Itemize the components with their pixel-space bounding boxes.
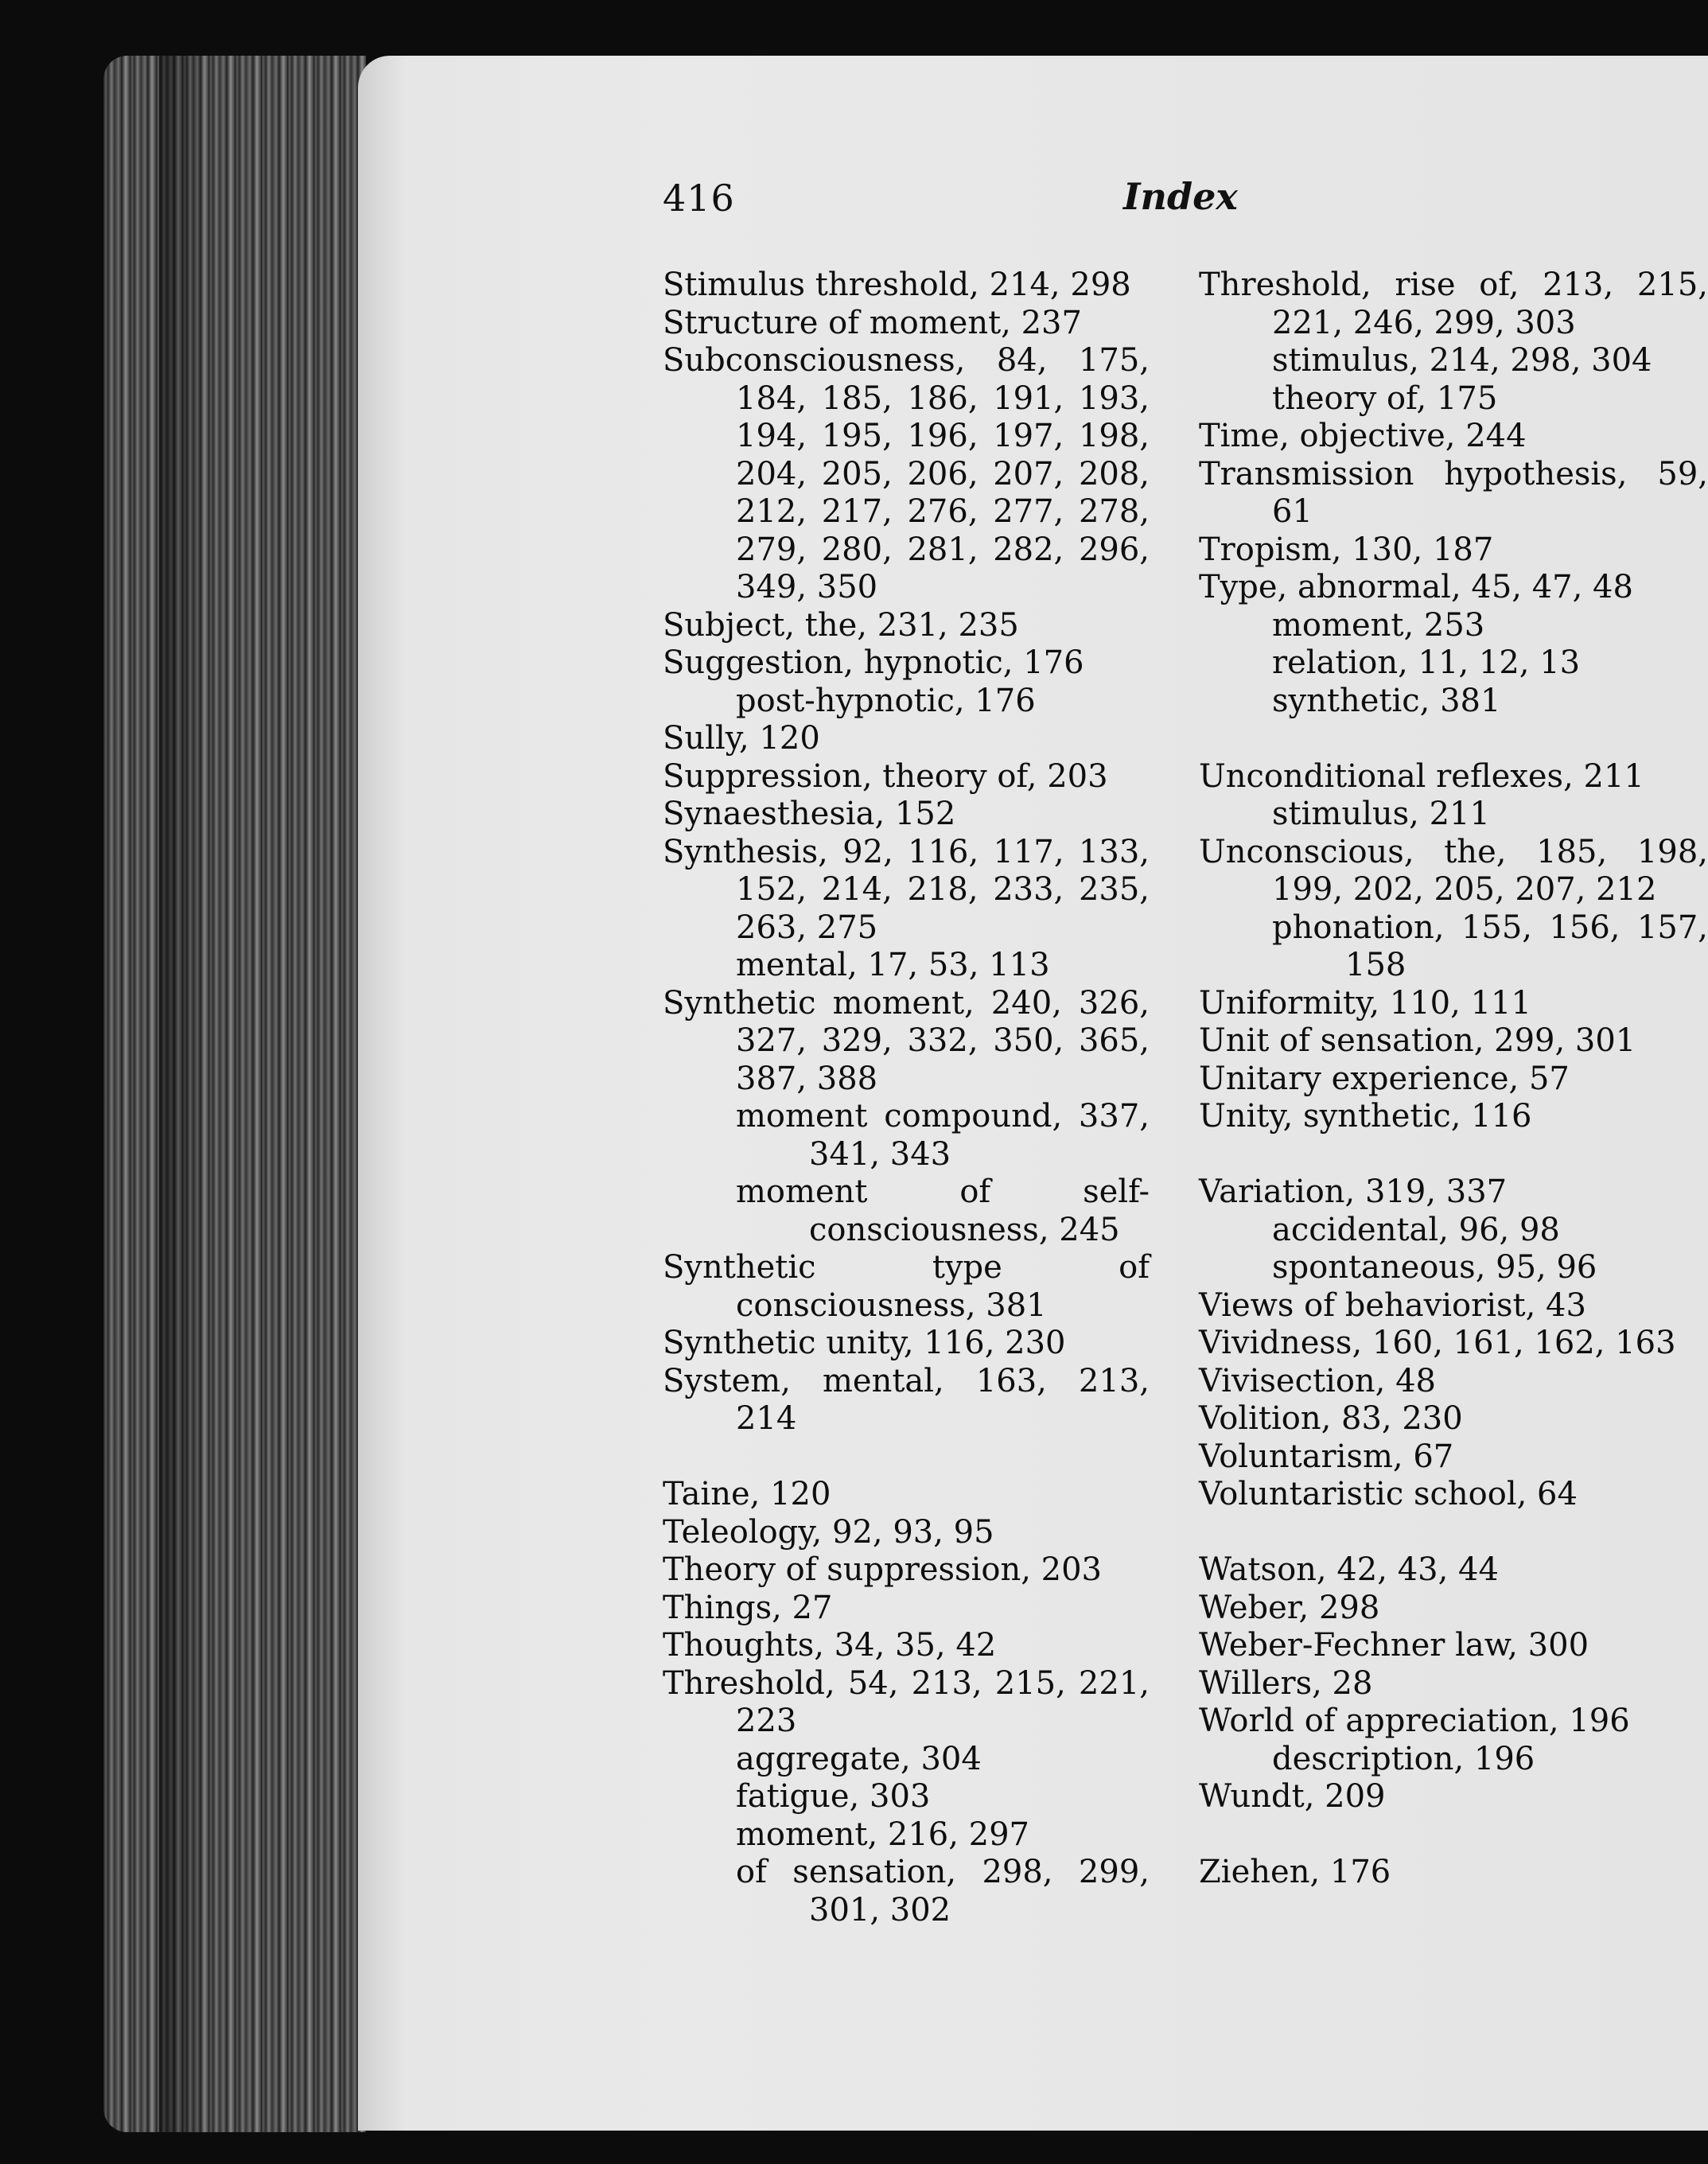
index-entry: Synthesis, 92, 116, 117, 133, 152, 214, 218, 233, 235, 263, 275 bbox=[663, 833, 1150, 946]
index-subentry: aggregate, 304 bbox=[736, 1740, 982, 1777]
index-entry: Synthetic type of consciousness, 381 bbox=[663, 1249, 1150, 1324]
section-gap bbox=[1199, 720, 1708, 758]
index-entry: Volition, 83, 230 bbox=[1199, 1400, 1463, 1437]
index-entry: Subconsciousness, 84, 175, 184, 185, 186, 191, 193, 194, 195, 196, 197, 198, 204, 205, 206, 207, 208, 212, 217, 276, 277, 278, 279, 280, 281, 282, 296, 349, 350 bbox=[663, 342, 1150, 605]
index-subentry: theory of, 175 bbox=[1272, 379, 1498, 417]
index-entry: Threshold, 54, 213, 215, 221, 223 bbox=[663, 1664, 1150, 1739]
index-entry: Thoughts, 34, 35, 42 bbox=[663, 1627, 997, 1664]
index-subentry: spontaneous, 95, 96 bbox=[1272, 1249, 1597, 1286]
index-entry: Voluntarism, 67 bbox=[1199, 1438, 1454, 1475]
index-entry: Unity, synthetic, 116 bbox=[1199, 1098, 1532, 1135]
index-entry: Sully, 120 bbox=[663, 720, 820, 757]
index-entry: Unconscious, the, 185, 198, 199, 202, 205, 207, 212 bbox=[1199, 833, 1708, 908]
index-entry: Synaesthesia, 152 bbox=[663, 796, 956, 832]
index-subentry: moment, 253 bbox=[1272, 606, 1485, 644]
index-column-right bbox=[1199, 267, 1708, 1892]
index-entry: Uniformity, 110, 111 bbox=[1199, 984, 1531, 1022]
index-entry: Vividness, 160, 161, 162, 163 bbox=[1199, 1325, 1676, 1361]
index-entry: Threshold, rise of, 213, 215, 221, 246, 299, 303 bbox=[1199, 267, 1708, 341]
index-entry: Synthetic unity, 116, 230 bbox=[663, 1325, 1066, 1361]
index-entry: Transmission hypothesis, 59, 61 bbox=[1199, 455, 1708, 530]
section-gap bbox=[1199, 1136, 1708, 1174]
index-entry: Taine, 120 bbox=[663, 1476, 831, 1512]
index-entry: Theory of suppression, 203 bbox=[663, 1551, 1102, 1588]
index-entry: Unit of sensation, 299, 301 bbox=[1199, 1022, 1636, 1059]
index-subentry: description, 196 bbox=[1272, 1740, 1535, 1777]
index-entry: Variation, 319, 337 bbox=[1199, 1173, 1508, 1210]
index-entry: Things, 27 bbox=[663, 1589, 833, 1626]
index-subentry: stimulus, 211 bbox=[1272, 796, 1490, 832]
index-entry: Watson, 42, 43, 44 bbox=[1199, 1551, 1499, 1588]
index-entry: Wundt, 209 bbox=[1199, 1778, 1386, 1815]
index-entry: World of appreciation, 196 bbox=[1199, 1703, 1630, 1739]
book-page-edge bbox=[103, 56, 366, 2132]
index-subentry: of sensation, 298, 299, 301, 302 bbox=[736, 1854, 1150, 1929]
index-subentry: fatigue, 303 bbox=[736, 1778, 931, 1815]
page-gutter-shadow bbox=[159, 56, 207, 2132]
index-entry: System, mental, 163, 213, 214 bbox=[663, 1362, 1150, 1437]
index-entry: Subject, the, 231, 235 bbox=[663, 606, 1019, 644]
running-head: Index bbox=[1123, 175, 1238, 218]
index-entry: Ziehen, 176 bbox=[1199, 1854, 1391, 1890]
section-gap bbox=[1199, 1514, 1708, 1552]
index-entry: Suppression, theory of, 203 bbox=[663, 757, 1108, 795]
index-entry: Unitary experience, 57 bbox=[1199, 1060, 1570, 1097]
index-subentry: moment compound, 337, 341, 343 bbox=[736, 1098, 1150, 1173]
index-column-left bbox=[663, 267, 1150, 1929]
index-entry: Structure of moment, 237 bbox=[663, 304, 1082, 341]
section-gap bbox=[1199, 1816, 1708, 1855]
index-entry: Weber, 298 bbox=[1199, 1589, 1380, 1626]
index-subentry: relation, 11, 12, 13 bbox=[1272, 644, 1581, 681]
index-entry: Stimulus threshold, 214, 298 bbox=[663, 267, 1131, 303]
index-subentry: moment, 216, 297 bbox=[736, 1816, 1030, 1853]
index-entry: Unconditional reflexes, 211 bbox=[1199, 757, 1644, 795]
index-entry: Teleology, 92, 93, 95 bbox=[663, 1513, 994, 1551]
index-entry: Views of behaviorist, 43 bbox=[1199, 1286, 1586, 1324]
index-entry: Synthetic moment, 240, 326, 327, 329, 332, 350, 365, 387, 388 bbox=[663, 984, 1150, 1097]
section-gap bbox=[663, 1438, 1150, 1477]
page-number: 416 bbox=[663, 177, 735, 220]
index-subentry: post-hypnotic, 176 bbox=[736, 682, 1036, 719]
index-entry: Suggestion, hypnotic, 176 bbox=[663, 644, 1084, 681]
index-subentry: phonation, 155, 156, 157, 158 bbox=[1272, 909, 1708, 983]
index-entry: Vivisection, 48 bbox=[1199, 1362, 1437, 1399]
index-entry: Weber-Fechner law, 300 bbox=[1199, 1627, 1589, 1664]
index-entry: Type, abnormal, 45, 47, 48 bbox=[1199, 569, 1633, 605]
index-entry: Time, objective, 244 bbox=[1199, 418, 1527, 454]
index-entry: Voluntaristic school, 64 bbox=[1199, 1476, 1578, 1512]
index-subentry: accidental, 96, 98 bbox=[1272, 1211, 1560, 1248]
index-subentry: mental, 17, 53, 113 bbox=[736, 947, 1050, 983]
index-entry: Tropism, 130, 187 bbox=[1199, 531, 1494, 568]
index-subentry: synthetic, 381 bbox=[1272, 682, 1501, 719]
index-subentry: moment of self-consciousness, 245 bbox=[736, 1173, 1150, 1248]
index-entry: Willers, 28 bbox=[1199, 1664, 1373, 1702]
index-subentry: stimulus, 214, 298, 304 bbox=[1272, 342, 1652, 379]
